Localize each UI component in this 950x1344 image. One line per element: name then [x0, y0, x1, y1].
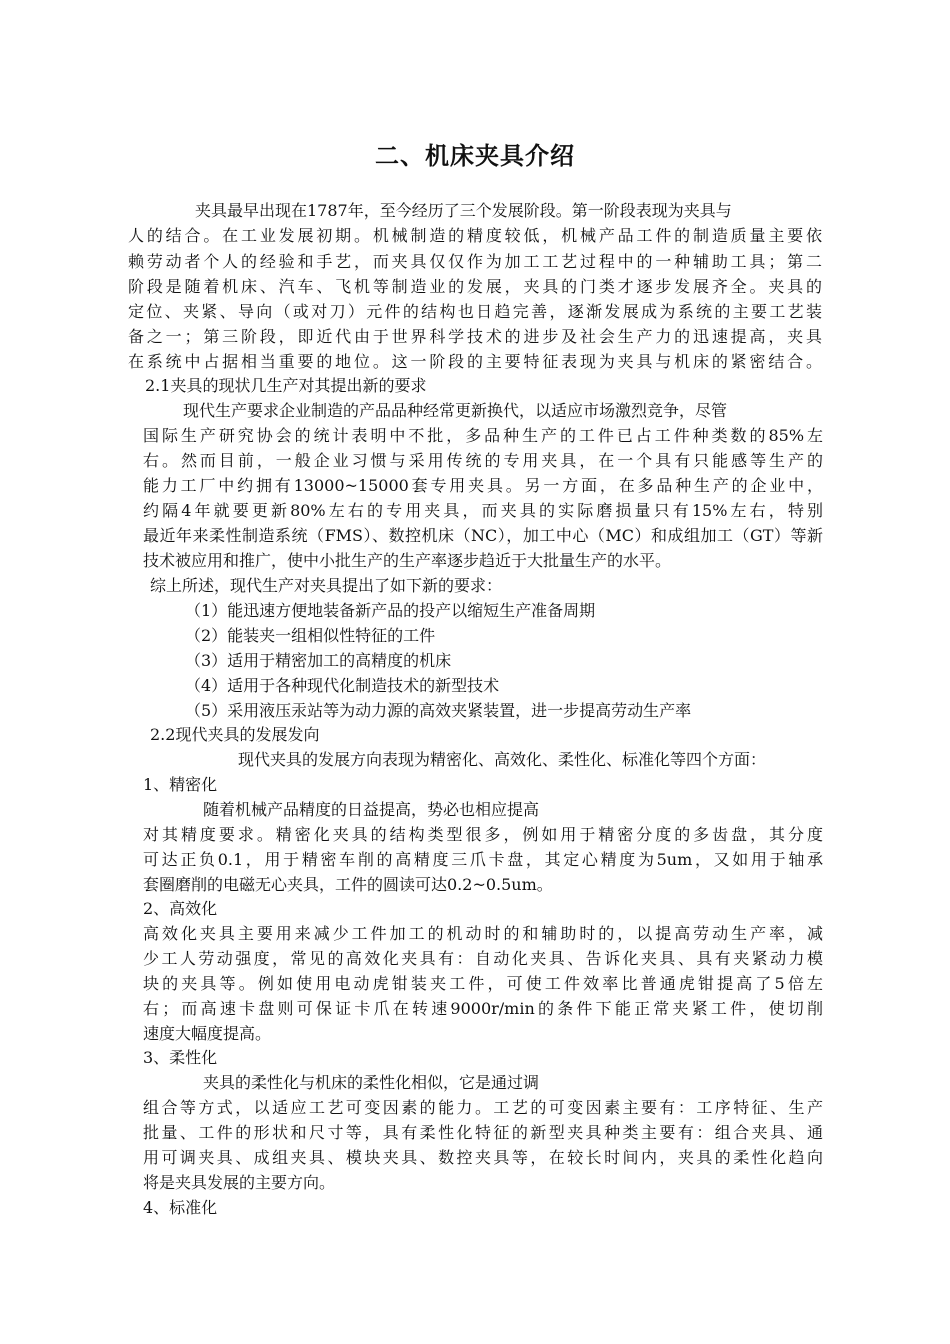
- section-2-2-heading: 2.2现代夹具的发展发向: [150, 725, 320, 744]
- requirement-3: （3）适用于精密加工的高精度的机床: [185, 651, 452, 670]
- s21-line-7: 技术被应用和推广，使中小批生产的生产率逐步趋近于大批量生产的水平。: [143, 551, 672, 570]
- point-2-line-5: 速度大幅度提高。: [143, 1024, 272, 1043]
- point-1-line-4: 套圈磨削的电磁无心夹具，工件的圆读可达0.2~0.5um。: [143, 875, 553, 894]
- point-2-line-3: 块的夹具等。例如使用电动虎钳装夹工件，可使工件效率比普通虎钳提高了5倍左: [143, 974, 823, 993]
- point-2-heading: 2、高效化: [143, 899, 218, 918]
- section-2-1-heading: 2.1夹具的现状几生产对其提出新的要求: [145, 376, 427, 395]
- intro-line-2: 人的结合。在工业发展初期。机械制造的精度较低，机械产品工件的制造质量主要依: [128, 226, 822, 245]
- page-title: 二、机床夹具介绍: [375, 142, 575, 170]
- s21-line-6: 最近年来柔性制造系统（FMS）、数控机床（NC），加工中心（MC）和成组加工（GT）等新: [143, 526, 823, 545]
- point-3-line-1: 夹具的柔性化与机床的柔性化相似，它是通过调: [203, 1073, 540, 1092]
- requirement-5: （5）采用液压汞站等为动力源的高效夹紧装置，进一步提高劳动生产率: [185, 701, 692, 720]
- point-3-line-5: 将是夹具发展的主要方向。: [143, 1173, 336, 1192]
- s21-line-5: 约隔4年就要更新80%左右的专用夹具，而夹具的实际磨损量只有15%左右，特别: [143, 501, 823, 520]
- s21-summary: 综上所述，现代生产对夹具提出了如下新的要求：: [150, 576, 503, 595]
- point-1-heading: 1、精密化: [143, 775, 218, 794]
- s21-line-3: 右。然而目前，一般企业习惯与采用传统的专用夹具，在一个具有只能感等生产的: [143, 451, 823, 470]
- point-3-line-2: 组合等方式，以适应工艺可变因素的能力。工艺的可变因素主要有：工序特征、生产: [143, 1098, 823, 1117]
- intro-line-6: 备之一；第三阶段，即近代由于世界科学技术的进步及社会生产力的迅速提高，夹具: [128, 327, 822, 346]
- point-2-line-2: 少工人劳动强度，常见的高效化夹具有：自动化夹具、告诉化夹具、具有夹紧动力模: [143, 949, 823, 968]
- point-3-line-4: 用可调夹具、成组夹具、模块夹具、数控夹具等，在较长时间内，夹具的柔性化趋向: [143, 1148, 823, 1167]
- intro-line-5: 定位、夹紧、导向（或对刀）元件的结构也日趋完善，逐渐发展成为系统的主要工艺装: [128, 302, 822, 321]
- s21-line-2: 国际生产研究协会的统计表明中不批，多品种生产的工件已占工件种类数的85%左: [143, 426, 823, 445]
- point-4-heading: 4、标准化: [143, 1198, 218, 1217]
- intro-line-3: 赖劳动者个人的经验和手艺，而夹具仅仅作为加工工艺过程中的一种辅助工具；第二: [128, 252, 822, 271]
- s21-line-1: 现代生产要求企业制造的产品品种经常更新换代，以适应市场激烈竞争，尽管: [183, 401, 728, 420]
- requirement-1: （1）能迅速方便地装备新产品的投产以缩短生产准备周期: [185, 601, 596, 620]
- point-2-line-4: 右；而高速卡盘则可保证卡爪在转速9000r/min的条件下能正常夹紧工件，使切削: [143, 999, 823, 1018]
- s21-line-4: 能力工厂中约拥有13000~15000套专用夹具。另一方面，在多品种生产的企业中，: [143, 476, 823, 495]
- point-1-line-1: 随着机械产品精度的日益提高，势必也相应提高: [203, 800, 540, 819]
- point-1-line-2: 对其精度要求。精密化夹具的结构类型很多，例如用于精密分度的多齿盘，其分度: [143, 825, 823, 844]
- intro-line-4: 阶段是随着机床、汽车、飞机等制造业的发展，夹具的门类才逐步发展齐全。夹具的: [128, 277, 822, 296]
- point-3-heading: 3、柔性化: [143, 1048, 218, 1067]
- intro-line-1: 夹具最早出现在1787年，至今经历了三个发展阶段。第一阶段表现为夹具与: [195, 201, 732, 220]
- requirement-4: （4）适用于各种现代化制造技术的新型技术: [185, 676, 500, 695]
- point-2-line-1: 高效化夹具主要用来减少工件加工的机动时的和辅助时的，以提高劳动生产率，减: [143, 924, 823, 943]
- s22-intro: 现代夹具的发展方向表现为精密化、高效化、柔性化、标准化等四个方面：: [238, 750, 767, 769]
- requirement-2: （2）能装夹一组相似性特征的工件: [185, 626, 436, 645]
- point-3-line-3: 批量、工件的形状和尺寸等，具有柔性化特征的新型夹具种类主要有：组合夹具、通: [143, 1123, 823, 1142]
- intro-line-7: 在系统中占据相当重要的地位。这一阶段的主要特征表现为夹具与机床的紧密结合。: [128, 352, 822, 371]
- point-1-line-3: 可达正负0.1，用于精密车削的高精度三爪卡盘，其定心精度为5um，又如用于轴承: [143, 850, 823, 869]
